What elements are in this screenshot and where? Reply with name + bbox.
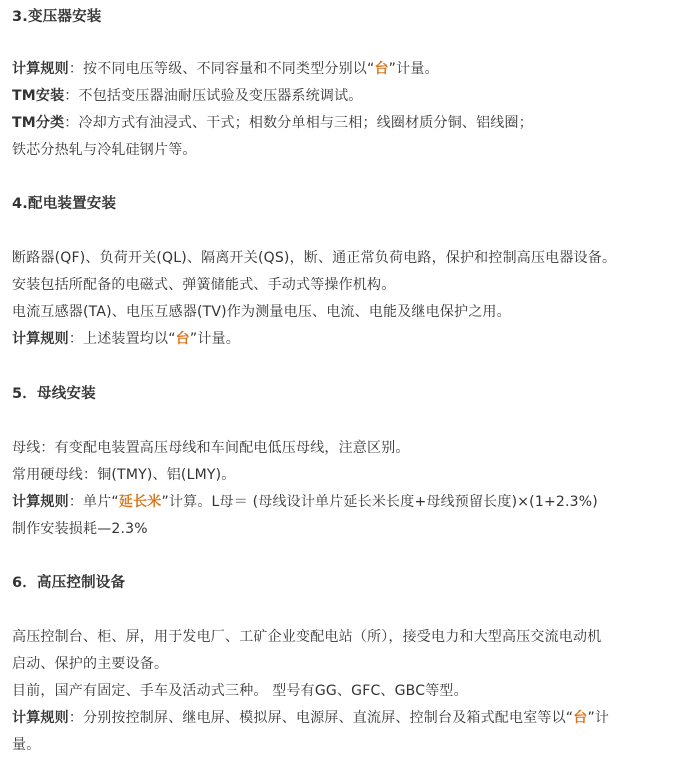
section-6-line-1: 高压控制台、柜、屏，用于发电厂、工矿企业变配电站（所），接受电力和大型高压交流电动机: [12, 629, 602, 645]
tm-class-text: ：冷却方式有油浸式、干式；相数分单相与三相；线圈材质分铜、铝线圈；: [64, 115, 533, 131]
section-4-line-2: 安装包括所配备的电磁式、弹簧储能式、手动式等操作机构。: [12, 277, 396, 293]
section-5-rule-line: [12, 493, 598, 511]
section-6-line-5: 量。: [12, 737, 41, 753]
tm-install-label: TM安装: [12, 88, 65, 104]
rule-text-end: ”计量。: [388, 61, 439, 77]
rule-text-end: ”计算。L母＝ (母线设计单片延长米长度+母线预留长度)×(1+2.3%): [161, 494, 598, 510]
rule-text: ：分别按控制屏、继电屏、模拟屏、电源屏、直流屏、控制台及箱式配电室等以“: [68, 710, 574, 726]
section-5-line-2: 常用硬母线：铜(TMY)、铝(LMY)。: [12, 467, 236, 483]
highlight-unit: 延长米: [118, 494, 162, 510]
section-5-line-1: 母线：有变配电装置高压母线和车间配电低压母线，注意区别。: [12, 440, 410, 456]
highlight-unit: 台: [573, 710, 588, 726]
section-6-line-2: 启动、保护的主要设备。: [12, 656, 169, 672]
section-4-line-3: 电流互感器(TA)、电压互感器(TV)作为测量电压、电流、电能及继电保护之用。: [12, 304, 511, 320]
rule-text-end: ”计量。: [189, 331, 240, 347]
rule-text: ：按不同电压等级、不同容量和不同类型分别以“: [68, 61, 375, 77]
rule-label: 计算规则: [12, 710, 69, 726]
section-5-line-4: 制作安装损耗—2.3%: [12, 521, 148, 537]
section-3-rule-line: [12, 60, 439, 78]
rule-text: ：上述装置均以“: [68, 331, 176, 347]
section-3-tm-class: [12, 114, 533, 132]
section-3-tm-install: [12, 87, 363, 105]
highlight-unit: 台: [175, 331, 190, 347]
rule-text-end: ”计: [587, 710, 610, 726]
tm-class-label: TM分类: [12, 115, 65, 131]
rule-text: ：单片“: [68, 494, 119, 510]
rule-label: 计算规则: [12, 61, 69, 77]
section-3-line-4: 铁芯分热轧与冷轧硅钢片等。: [12, 142, 197, 158]
rule-label: 计算规则: [12, 331, 69, 347]
section-3-heading: 3.变压器安装: [12, 9, 102, 25]
section-6-line-3: 目前，国产有固定、手车及活动式三种。 型号有GG、GFC、GBC等型。: [12, 683, 468, 699]
section-4-line-1: 断路器(QF)、负荷开关(QL)、隔离开关(QS)，断、通正常负荷电路，保护和控制高压电器设备。: [12, 250, 617, 266]
tm-install-text: ：不包括变压器油耐压试验及变压器系统调试。: [64, 88, 363, 104]
section-5-heading: 5．母线安装: [12, 386, 96, 402]
section-6-rule-line: [12, 709, 609, 727]
section-4-rule-line: [12, 330, 240, 348]
highlight-unit: 台: [374, 61, 389, 77]
section-6-heading: 6．高压控制设备: [12, 575, 126, 591]
section-4-heading: 4.配电装置安装: [12, 196, 117, 212]
rule-label: 计算规则: [12, 494, 69, 510]
